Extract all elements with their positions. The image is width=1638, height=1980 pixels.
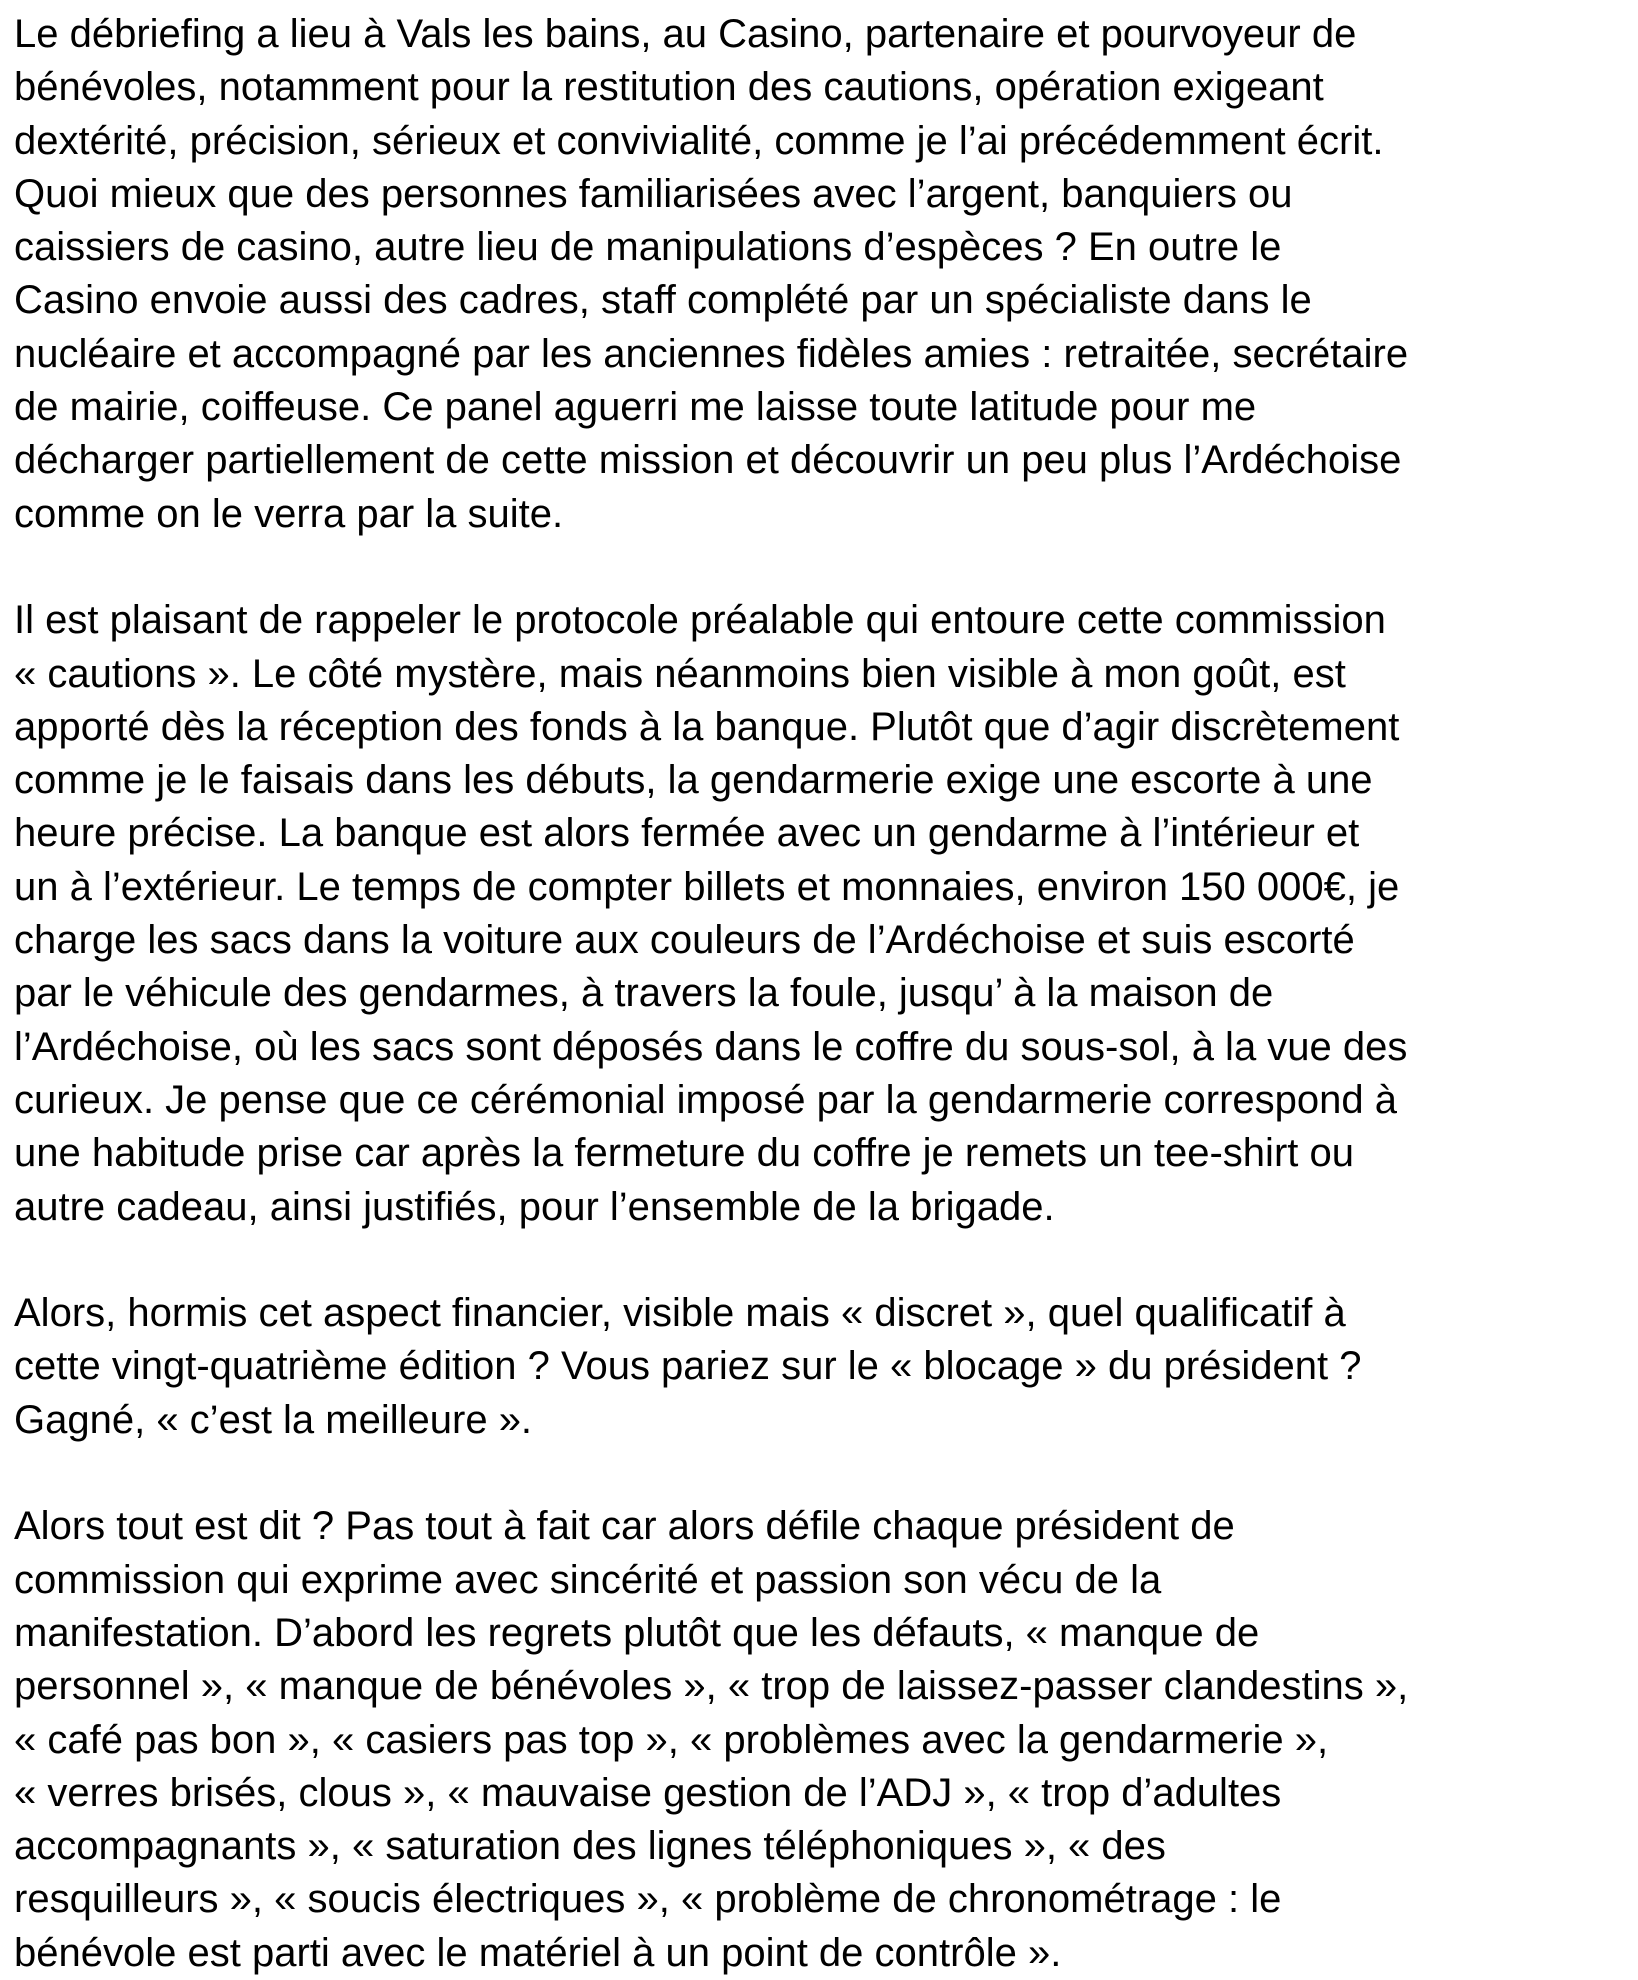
- text-line: comme on le verra par la suite.: [14, 491, 564, 536]
- paragraph-spacer: [14, 1234, 1634, 1287]
- text-line: Il est plaisant de rappeler le protocole préalable qui entoure cette commission: [14, 598, 1386, 643]
- text-line: accompagnants », « saturation des lignes téléphoniques », « des: [14, 1824, 1166, 1869]
- text-line: de mairie, coiffeuse. Ce panel aguerri me laisse toute latitude pour me: [14, 385, 1257, 430]
- text-line: Le débriefing a lieu à Vals les bains, au Casino, partenaire et pourvoyeur de: [14, 12, 1357, 56]
- text-line: caissiers de casino, autre lieu de manipulations d’espèces ? En outre le: [14, 225, 1282, 270]
- text-line: commission qui exprime avec sincérité et passion son vécu de la: [14, 1557, 1162, 1602]
- paragraph-spacer: [14, 541, 1634, 594]
- text-line: l’Ardéchoise, où les sacs sont déposés dans le coffre du sous-sol, à la vue des: [14, 1024, 1408, 1069]
- text-line: bénévole est parti avec le matériel à un point de contrôle ».: [14, 1930, 1062, 1975]
- text-line: par le véhicule des gendarmes, à travers la foule, jusqu’ à la maison de: [14, 971, 1274, 1016]
- paragraph-debriefing: [14, 8, 1634, 541]
- text-line: manifestation. D’abord les regrets plutôt que les défauts, « manque de: [14, 1610, 1260, 1655]
- document-page: [14, 8, 1634, 1980]
- text-line: curieux. Je pense que ce cérémonial imposé par la gendarmerie correspond à: [14, 1077, 1397, 1122]
- text-line: Casino envoie aussi des cadres, staff complété par un spécialiste dans le: [14, 278, 1312, 323]
- text-line: « café pas bon », « casiers pas top », « problèmes avec la gendarmerie »,: [14, 1717, 1329, 1762]
- text-line: charge les sacs dans la voiture aux couleurs de l’Ardéchoise et suis escorté: [14, 918, 1355, 963]
- text-line: dextérité, précision, sérieux et convivialité, comme je l’ai précédemment écrit.: [14, 118, 1384, 163]
- text-line: comme je le faisais dans les débuts, la gendarmerie exige une escorte à une: [14, 758, 1373, 803]
- text-line: « verres brisés, clous », « mauvaise gestion de l’ADJ », « trop d’adultes: [14, 1770, 1282, 1815]
- text-line: personnel », « manque de bénévoles », « trop de laissez-passer clandestins »,: [14, 1664, 1409, 1709]
- paragraph-protocol: [14, 594, 1634, 1234]
- text-line: heure précise. La banque est alors fermée avec un gendarme à l’intérieur et: [14, 811, 1360, 856]
- text-line: décharger partiellement de cette mission et découvrir un peu plus l’Ardéchoise: [14, 438, 1402, 483]
- paragraph-regrets: [14, 1500, 1634, 1980]
- text-line: bénévoles, notamment pour la restitution des cautions, opération exigeant: [14, 65, 1324, 110]
- text-line: Alors tout est dit ? Pas tout à fait car alors défile chaque président de: [14, 1504, 1235, 1549]
- text-line: une habitude prise car après la fermeture du coffre je remets un tee-shirt ou: [14, 1131, 1354, 1176]
- text-line: nucléaire et accompagné par les anciennes fidèles amies : retraitée, secrétaire: [14, 331, 1409, 376]
- text-line: apporté dès la réception des fonds à la banque. Plutôt que d’agir discrètement: [14, 704, 1400, 749]
- paragraph-edition: [14, 1287, 1634, 1447]
- text-line: Quoi mieux que des personnes familiarisées avec l’argent, banquiers ou: [14, 171, 1293, 216]
- paragraph-spacer: [14, 1447, 1634, 1500]
- text-line: « cautions ». Le côté mystère, mais néanmoins bien visible à mon goût, est: [14, 651, 1346, 696]
- text-line: un à l’extérieur. Le temps de compter billets et monnaies, environ 150 000€, je: [14, 864, 1400, 909]
- text-line: cette vingt-quatrième édition ? Vous pariez sur le « blocage » du président ?: [14, 1344, 1362, 1389]
- text-line: resquilleurs », « soucis électriques », « problème de chronométrage : le: [14, 1877, 1282, 1922]
- text-line: autre cadeau, ainsi justifiés, pour l’ensemble de la brigade.: [14, 1184, 1055, 1229]
- text-line: Gagné, « c’est la meilleure ».: [14, 1397, 533, 1442]
- text-line: Alors, hormis cet aspect financier, visible mais « discret », quel qualificatif à: [14, 1291, 1346, 1336]
